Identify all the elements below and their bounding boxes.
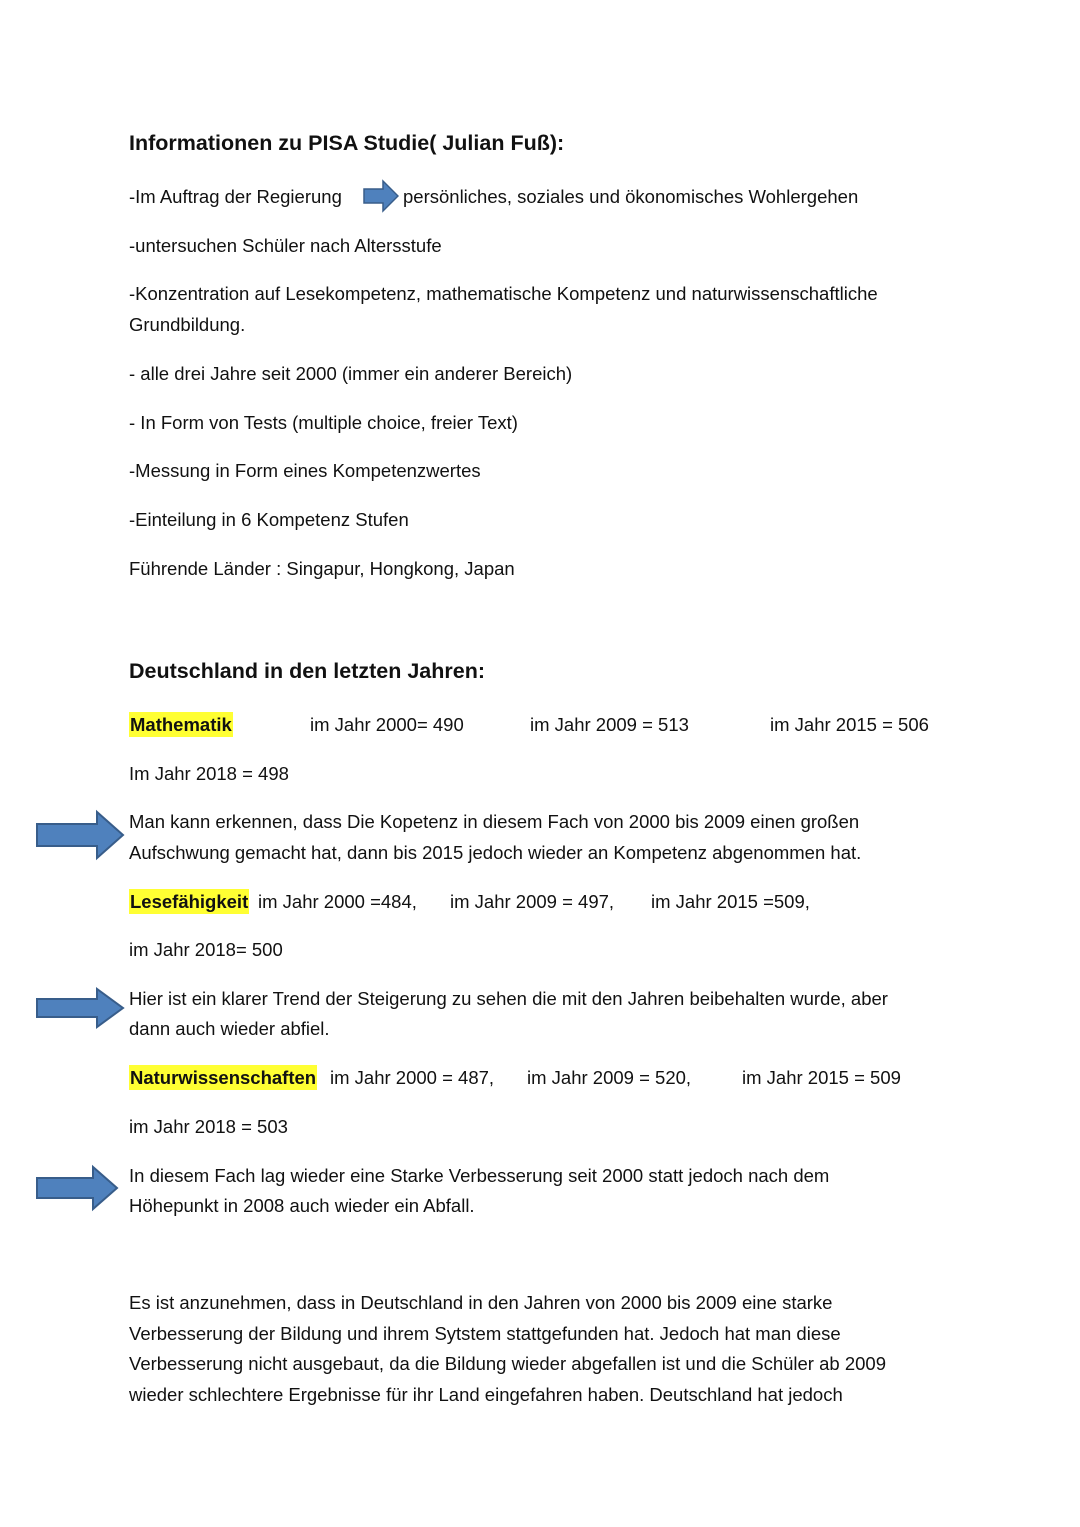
label-naturwissenschaften	[129, 1062, 317, 1093]
line-auftrag	[129, 181, 342, 212]
line-altersstufe: -untersuchen Schüler nach Altersstufe	[129, 235, 442, 256]
conclusion-line-2: Verbesserung der Bildung und ihrem Sytstem stattgefunden hat. Jedoch hat man diese	[129, 1323, 841, 1344]
line-konzentration-a: -Konzentration auf Lesekompetenz, mathematische Kompetenz und naturwissenschaftliche	[129, 283, 878, 304]
reading-2009: im Jahr 2009 = 497,	[450, 891, 615, 912]
reading-2018: im Jahr 2018= 500	[129, 939, 283, 960]
reading-comment-a: Hier ist ein klarer Trend der Steigerung zu sehen die mit den Jahren beibehalten wurde, aber	[129, 988, 888, 1009]
arrow-right-icon	[35, 1164, 119, 1212]
line-konzentration-b: Grundbildung.	[129, 314, 246, 335]
line-einteilung: -Einteilung in 6 Kompetenz Stufen	[129, 509, 409, 530]
line-messung: -Messung in Form eines Kompetenzwertes	[129, 460, 481, 481]
section-heading-deutschland: Deutschland in den letzten Jahren:	[129, 659, 485, 683]
reading-2000: im Jahr 2000 =484,	[258, 891, 417, 912]
arrow-right-icon	[363, 179, 399, 213]
science-2009: im Jahr 2009 = 520,	[527, 1067, 692, 1088]
math-2009: im Jahr 2009 = 513	[530, 714, 689, 735]
line-laender: Führende Länder : Singapur, Hongkong, Japan	[129, 558, 515, 579]
math-2015: im Jahr 2015 = 506	[770, 714, 929, 735]
label-mathematik	[129, 709, 233, 740]
line-auftrag-right: persönliches, soziales und ökonomisches Wohlergehen	[403, 186, 859, 207]
highlight-mathematik: Mathematik	[130, 714, 232, 735]
conclusion-line-3: Verbesserung nicht ausgebaut, da die Bildung wieder abgefallen ist und die Schüler ab 2009	[129, 1353, 886, 1374]
arrow-right-icon	[35, 809, 125, 861]
highlight-lesefaehigkeit: Lesefähigkeit	[130, 891, 249, 912]
conclusion-line-4: wieder schlechtere Ergebnisse für ihr Land eingefahren haben. Deutschland hat jedoch	[129, 1384, 843, 1405]
line-tests: - In Form von Tests (multiple choice, freier Text)	[129, 412, 518, 433]
science-comment-a: In diesem Fach lag wieder eine Starke Verbesserung seit 2000 statt jedoch nach dem	[129, 1165, 830, 1186]
reading-comment-b: dann auch wieder abfiel.	[129, 1018, 330, 1039]
science-2015: im Jahr 2015 = 509	[742, 1067, 901, 1088]
math-comment-a: Man kann erkennen, dass Die Kopetenz in diesem Fach von 2000 bis 2009 einen großen	[129, 811, 860, 832]
highlight-naturwissenschaften: Naturwissenschaften	[130, 1067, 317, 1088]
conclusion-line-1: Es ist anzunehmen, dass in Deutschland in den Jahren von 2000 bis 2009 eine starke	[129, 1292, 833, 1313]
math-2000: im Jahr 2000= 490	[310, 714, 464, 735]
math-2018: Im Jahr 2018 = 498	[129, 763, 289, 784]
line-drei-jahre: - alle drei Jahre seit 2000 (immer ein anderer Bereich)	[129, 363, 573, 384]
arrow-right-icon	[35, 986, 125, 1030]
section-heading-pisa: Informationen zu PISA Studie( Julian Fuß):	[129, 131, 565, 155]
line-auftrag-left: -Im Auftrag der Regierung	[129, 186, 342, 207]
label-lesefaehigkeit	[129, 886, 249, 917]
science-2000: im Jahr 2000 = 487,	[330, 1067, 495, 1088]
math-comment-b: Aufschwung gemacht hat, dann bis 2015 jedoch wieder an Kompetenz abgenommen hat.	[129, 842, 862, 863]
science-comment-b: Höhepunkt in 2008 auch wieder ein Abfall.	[129, 1195, 475, 1216]
science-2018: im Jahr 2018 = 503	[129, 1116, 288, 1137]
reading-2015: im Jahr 2015 =509,	[651, 891, 810, 912]
